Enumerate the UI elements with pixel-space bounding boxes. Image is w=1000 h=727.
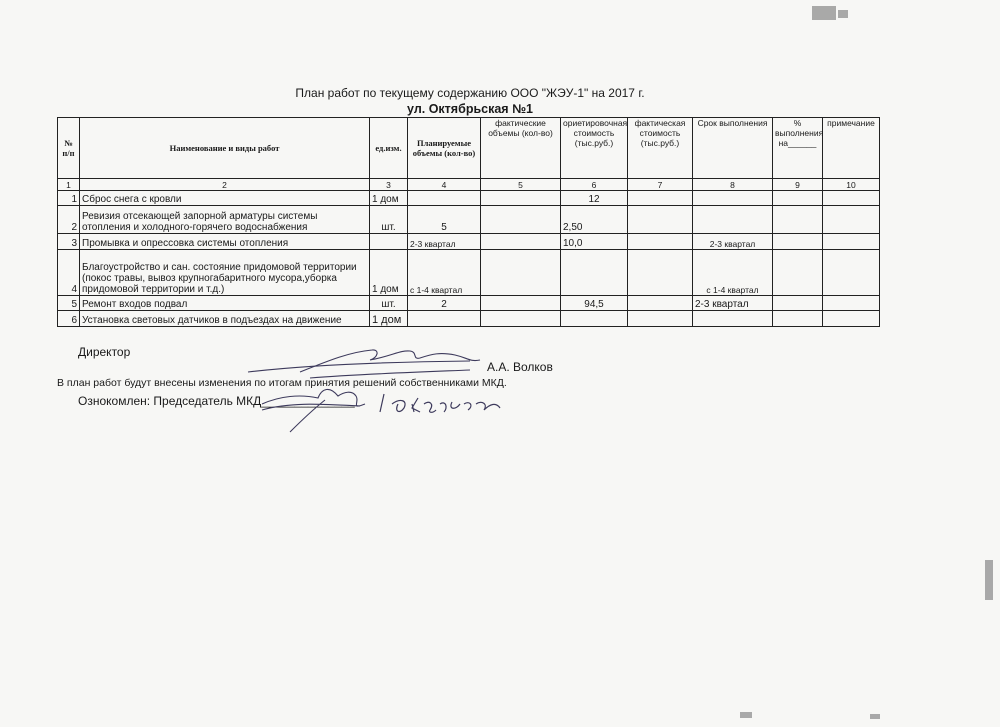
- header-cell: фактические объемы (кол-во): [481, 118, 561, 179]
- column-number: 8: [693, 179, 773, 191]
- unit-cell: 1 дом: [370, 311, 408, 327]
- estimated-cost: 12: [561, 191, 628, 206]
- estimated-cost: 2,50: [561, 206, 628, 234]
- estimated-cost: 10,0: [561, 234, 628, 250]
- header-cell: Планируемые объемы (кол-во): [408, 118, 481, 179]
- document-subtitle: ул. Октябрьская №1: [407, 102, 533, 116]
- term: 2-3 квартал: [693, 296, 773, 311]
- work-name: Установка световых датчиков в подъездах на движение: [80, 311, 370, 327]
- column-number: 1: [58, 179, 80, 191]
- unit-cell: шт.: [370, 296, 408, 311]
- director-label: Директор: [78, 345, 131, 359]
- header-cell: № п/п: [58, 118, 80, 179]
- row-number: 5: [58, 296, 80, 311]
- work-name: Ревизия отсекающей запорной арматуры системы отопления и холодного-горячего водоснабжения: [80, 206, 370, 234]
- chairman-signature: [262, 389, 365, 432]
- term: с 1-4 квартал: [693, 250, 773, 296]
- unit-cell: 1 дом: [370, 250, 408, 296]
- column-number: 2: [80, 179, 370, 191]
- plan-volume: с 1-4 квартал: [408, 250, 481, 296]
- work-name: Промывка и опрессовка системы отопления: [80, 234, 370, 250]
- column-number: 9: [773, 179, 823, 191]
- plan-volume: 5: [408, 206, 481, 234]
- work-name: Ремонт входов подвал: [80, 296, 370, 311]
- row-number: 4: [58, 250, 80, 296]
- column-number: 7: [628, 179, 693, 191]
- row-number: 3: [58, 234, 80, 250]
- director-name: А.А. Волков: [487, 360, 553, 374]
- handwritten-name: [380, 394, 500, 412]
- header-cell: Срок выполнения: [693, 118, 773, 179]
- row-number: 2: [58, 206, 80, 234]
- header-cell: % выполнения на______: [773, 118, 823, 179]
- column-number: 4: [408, 179, 481, 191]
- plan-volume: 2-3 квартал: [408, 234, 481, 250]
- unit-cell: 1 дом: [370, 191, 408, 206]
- header-cell: Наименование и виды работ: [80, 118, 370, 179]
- work-name: Сброс снега с кровли: [80, 191, 370, 206]
- column-number: 6: [561, 179, 628, 191]
- header-cell: ед.изм.: [370, 118, 408, 179]
- plan-volume: 2: [408, 296, 481, 311]
- document-title: План работ по текущему содержанию ООО "ЖЭУ-1" на 2017 г.: [295, 86, 645, 100]
- column-number: 5: [481, 179, 561, 191]
- column-number: 3: [370, 179, 408, 191]
- unit-cell: шт.: [370, 206, 408, 234]
- column-number: 10: [823, 179, 880, 191]
- header-cell: фактическая стоимость (тыс.руб.): [628, 118, 693, 179]
- director-signature: [248, 350, 480, 378]
- scan-noise: [740, 6, 993, 719]
- work-name: Благоустройство и сан. состояние придомовой территории (покос травы, вывоз крупногабаритного мусора,уборка придомовой территории и т.д.): [80, 250, 370, 296]
- row-number: 1: [58, 191, 80, 206]
- acquainted-line: Ознокомлен: Председатель МКД______________: [78, 394, 355, 408]
- header-cell: примечание: [823, 118, 880, 179]
- row-number: 6: [58, 311, 80, 327]
- header-cell: ориетировочная стоимость (тыс.руб.): [561, 118, 628, 179]
- term: 2-3 квартал: [693, 234, 773, 250]
- changes-notice: В план работ будут внесены изменения по итогам принятия решений собственниками МКД.: [57, 377, 507, 389]
- estimated-cost: 94,5: [561, 296, 628, 311]
